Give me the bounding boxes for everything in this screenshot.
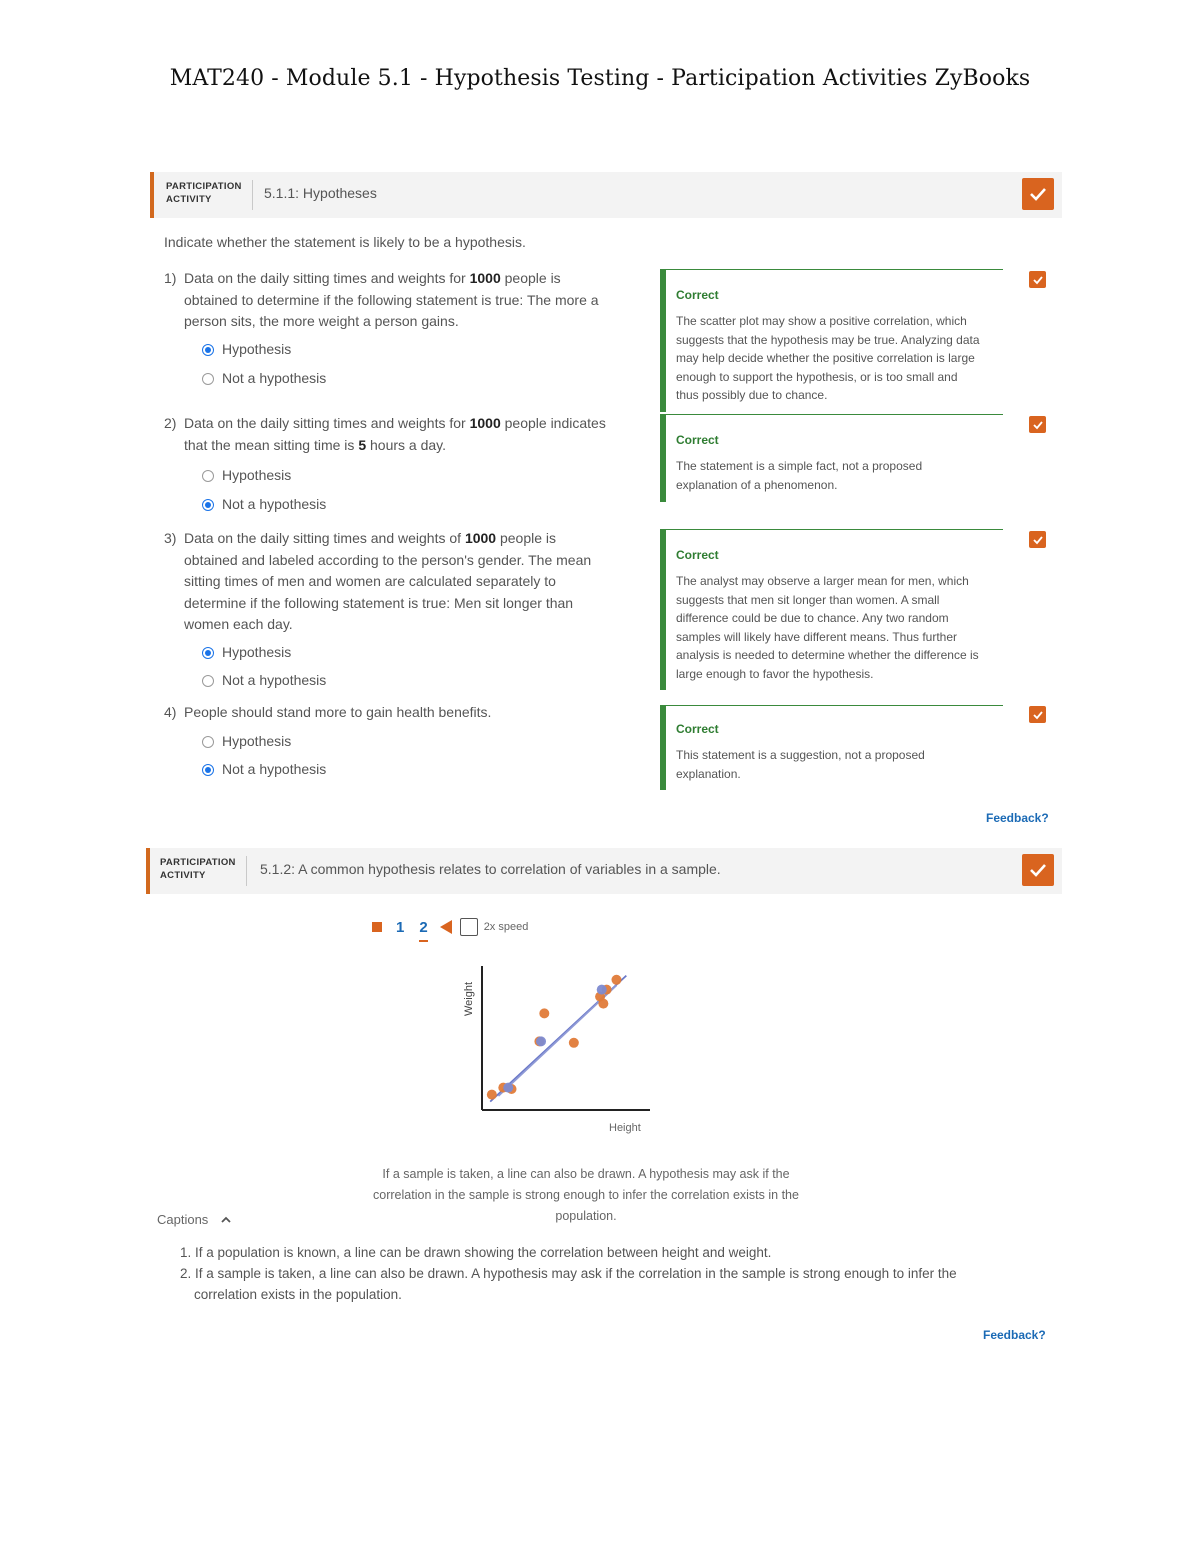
question-text xyxy=(184,702,491,724)
option-hypothesis[interactable] xyxy=(202,340,291,360)
question-text xyxy=(184,528,591,636)
speed-label: 2x speed xyxy=(483,921,529,933)
radio-unselected[interactable] xyxy=(202,470,214,482)
feedback-heading: Correct xyxy=(676,548,719,562)
question-3 xyxy=(164,528,654,693)
chevron-up-icon[interactable] xyxy=(220,1215,232,1225)
caption-list-item: correlation exists in the population. xyxy=(194,1287,402,1302)
back-arrow-icon[interactable] xyxy=(438,919,454,935)
label-line-2: ACTIVITY xyxy=(160,870,206,881)
header-separator xyxy=(246,856,247,886)
feedback-box-2 xyxy=(660,414,1003,502)
question-text xyxy=(184,268,599,333)
option-label: Hypothesis xyxy=(222,733,292,750)
question-4-correct-check-icon xyxy=(1029,706,1046,723)
captions-label: Captions xyxy=(157,1212,209,1227)
feedback-line: suggests that men sit longer than women. A small xyxy=(676,592,940,607)
question-line: women each day. xyxy=(184,616,293,632)
question-4 xyxy=(164,702,654,782)
feedback-heading: Correct xyxy=(676,722,719,736)
activity-card-correlation xyxy=(146,848,1062,1352)
caption-line: population. xyxy=(555,1209,617,1223)
caption-list xyxy=(180,1242,1050,1305)
option-not-hypothesis[interactable] xyxy=(202,760,326,780)
data-point xyxy=(611,975,621,985)
question-text xyxy=(184,413,606,456)
participation-activity-label xyxy=(166,180,242,206)
feedback-line: This statement is a suggestion, not a proposed xyxy=(676,748,925,762)
feedback-box-4 xyxy=(660,705,1003,790)
question-1 xyxy=(164,268,654,398)
caption-list-item: 1. If a population is known, a line can be drawn showing the correlation between height and weight. xyxy=(180,1245,772,1260)
speed-checkbox[interactable] xyxy=(460,918,478,936)
radio-selected[interactable] xyxy=(202,499,214,511)
label-line-1: PARTICIPATION xyxy=(166,181,242,192)
radio-unselected[interactable] xyxy=(202,736,214,748)
option-label: Not a hypothesis xyxy=(222,496,327,513)
question-2-correct-check-icon xyxy=(1029,416,1046,433)
data-point xyxy=(598,999,608,1009)
radio-selected[interactable] xyxy=(202,764,214,776)
feedback-line: suggests that the hypothesis may be true. Analyzing data xyxy=(676,332,980,347)
option-label: Hypothesis xyxy=(222,644,292,661)
question-line: Data on the daily sitting times and weights of 1000 people is xyxy=(184,530,557,546)
question-line: determine if the following statement is true: Men sit longer than xyxy=(184,594,574,611)
caption-line: If a sample is taken, a line can also be drawn. A hypothesis may ask if the xyxy=(382,1167,790,1181)
document-title: MAT240 - Module 5.1 - Hypothesis Testing - Participation Activities ZyBooks xyxy=(169,66,1031,91)
option-hypothesis[interactable] xyxy=(202,732,291,752)
feedback-link[interactable]: Feedback? xyxy=(986,811,1049,825)
feedback-box-3 xyxy=(660,529,1003,690)
feedback-line: analysis is needed to determine whether the difference is xyxy=(676,648,979,662)
question-number: 4) xyxy=(164,704,177,720)
animation-controls xyxy=(372,914,528,940)
x-axis-label: Height xyxy=(609,1122,641,1134)
question-number: 1) xyxy=(164,270,177,286)
feedback-body xyxy=(676,746,1006,783)
captions-toggle[interactable] xyxy=(157,1212,232,1227)
radio-unselected[interactable] xyxy=(202,675,214,687)
y-axis-label: Weight xyxy=(463,981,475,1016)
label-line-2: ACTIVITY xyxy=(166,194,212,205)
question-3-correct-check-icon xyxy=(1029,531,1046,548)
feedback-line: may help decide whether the positive correlation is large xyxy=(676,351,975,365)
option-hypothesis[interactable] xyxy=(202,466,291,486)
question-line: sitting times of men and women are calculated separately to xyxy=(184,573,556,589)
animation-caption xyxy=(346,1164,826,1227)
step-2-button[interactable]: 2 xyxy=(419,919,427,942)
completion-check-icon xyxy=(1022,854,1054,886)
option-label: Hypothesis xyxy=(222,467,292,484)
radio-selected[interactable] xyxy=(202,647,214,659)
question-2 xyxy=(164,413,654,513)
data-point xyxy=(597,985,607,995)
feedback-box-1 xyxy=(660,269,1003,412)
question-number: 2) xyxy=(164,415,177,431)
feedback-body xyxy=(676,312,1006,405)
question-line: person sits, the more weight a person gains. xyxy=(184,313,459,329)
activity-prompt: Indicate whether the statement is likely to be a hypothesis. xyxy=(164,234,526,250)
option-label: Hypothesis xyxy=(222,341,292,358)
step-1-button[interactable]: 1 xyxy=(396,918,405,936)
question-line: that the mean sitting time is 5 hours a day. xyxy=(184,436,447,453)
participation-activity-label xyxy=(160,856,236,882)
feedback-heading: Correct xyxy=(676,433,719,447)
caption-list-item: 2. If a sample is taken, a line can also be drawn. A hypothesis may ask if the correlation in the sample is strong enough to infer the xyxy=(180,1266,957,1281)
question-number: 3) xyxy=(164,530,177,546)
option-not-hypothesis[interactable] xyxy=(202,495,326,515)
completion-check-icon xyxy=(1022,178,1054,210)
radio-selected[interactable] xyxy=(202,344,214,356)
feedback-body xyxy=(676,457,1006,494)
feedback-line: difference could be due to chance. Any two random xyxy=(676,611,949,625)
option-not-hypothesis[interactable] xyxy=(202,671,326,691)
scatter-chart xyxy=(442,964,682,1140)
radio-unselected[interactable] xyxy=(202,373,214,385)
feedback-line: thus possibly due to chance. xyxy=(676,388,828,402)
feedback-line: explanation of a phenomenon. xyxy=(676,477,838,492)
activity-title: 5.1.1: Hypotheses xyxy=(264,185,377,201)
feedback-line: enough to support the hypothesis, or is too small and xyxy=(676,369,958,384)
header-separator xyxy=(252,180,253,210)
data-point xyxy=(503,1083,513,1093)
data-point xyxy=(539,1008,549,1018)
data-point xyxy=(569,1038,579,1048)
feedback-heading: Correct xyxy=(676,288,719,302)
stop-icon[interactable] xyxy=(372,922,382,932)
option-label: Not a hypothesis xyxy=(222,672,327,689)
feedback-line: explanation. xyxy=(676,766,741,781)
question-line: obtained and labeled according to the person's gender. The mean xyxy=(184,551,592,568)
activity-card-hypotheses xyxy=(150,172,1062,836)
label-line-1: PARTICIPATION xyxy=(160,857,236,868)
data-point xyxy=(487,1090,497,1100)
question-line: Data on the daily sitting times and weights for 1000 people is xyxy=(184,270,561,286)
feedback-line: samples will likely have different means. Thus further xyxy=(676,629,958,644)
feedback-line: The analyst may observe a larger mean for men, which xyxy=(676,574,969,588)
feedback-link[interactable]: Feedback? xyxy=(983,1328,1046,1342)
option-not-hypothesis[interactable] xyxy=(202,369,326,389)
data-point xyxy=(536,1036,546,1046)
activity-title: 5.1.2: A common hypothesis relates to correlation of variables in a sample. xyxy=(260,861,721,877)
option-label: Not a hypothesis xyxy=(222,761,327,778)
question-line: obtained to determine if the following statement is true: The more a xyxy=(184,291,599,308)
feedback-body xyxy=(676,572,1008,683)
feedback-line: large enough to favor the hypothesis. xyxy=(676,666,874,681)
feedback-line: The scatter plot may show a positive correlation, which xyxy=(676,314,967,328)
option-hypothesis[interactable] xyxy=(202,643,291,663)
activity-header xyxy=(146,848,1062,894)
question-1-correct-check-icon xyxy=(1029,271,1046,288)
caption-line: correlation in the sample is strong enough to infer the correlation exists in the xyxy=(373,1188,799,1202)
activity-header xyxy=(150,172,1062,218)
option-label: Not a hypothesis xyxy=(222,370,327,387)
question-line: People should stand more to gain health benefits. xyxy=(184,704,492,720)
question-line: Data on the daily sitting times and weights for 1000 people indicates xyxy=(184,415,606,431)
feedback-line: The statement is a simple fact, not a proposed xyxy=(676,459,923,473)
